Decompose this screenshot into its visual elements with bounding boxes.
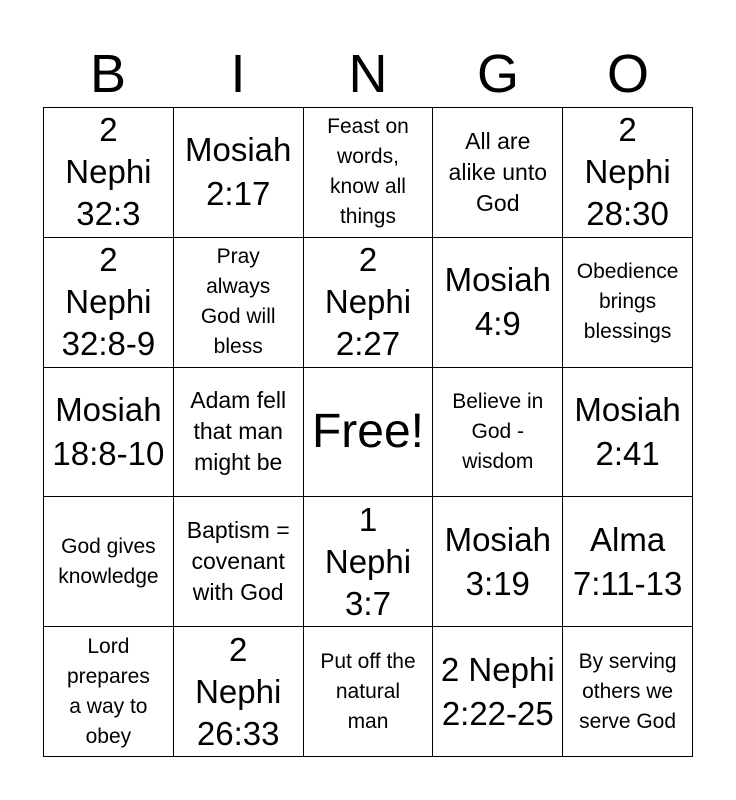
header-letter-o: O xyxy=(606,44,649,104)
bingo-cell-r2-c3[interactable] xyxy=(304,238,434,368)
cell-text: Feast on words, know all things xyxy=(327,115,409,229)
bingo-board xyxy=(43,107,693,757)
bingo-cell-r1-c4[interactable] xyxy=(433,108,563,238)
cell-text: Obedience brings blessings xyxy=(576,260,679,344)
cell-text: 1 Nephi 3:7 xyxy=(324,500,412,622)
cell-text: Believe in God - wisdom xyxy=(452,389,544,473)
cell-text: 2 Nephi 32:3 xyxy=(65,111,152,233)
bingo-cell-r3-c1[interactable] xyxy=(44,368,174,498)
cell-text: Mosiah 4:9 xyxy=(444,261,551,343)
bingo-cell-r4-c5[interactable] xyxy=(563,497,693,627)
header-letter-i: I xyxy=(230,44,246,104)
cell-text: Mosiah 2:41 xyxy=(574,390,681,472)
bingo-cell-r4-c3[interactable] xyxy=(304,497,434,627)
cell-text: Pray always God will bless xyxy=(200,245,276,359)
free-space-label: Free! xyxy=(311,404,424,458)
bingo-cell-r5-c4[interactable] xyxy=(433,627,563,757)
bingo-cell-r2-c1[interactable] xyxy=(44,238,174,368)
bingo-cell-r4-c1[interactable] xyxy=(44,497,174,627)
cell-text: Alma 7:11-13 xyxy=(572,520,683,602)
bingo-cell-r5-c3[interactable] xyxy=(304,627,434,757)
cell-text: All are alike unto God xyxy=(448,127,548,216)
bingo-cell-r3-c2[interactable] xyxy=(174,368,304,498)
cell-text: Put off the natural man xyxy=(320,649,416,733)
bingo-cell-r1-c5[interactable] xyxy=(563,108,693,238)
bingo-cell-r4-c2[interactable] xyxy=(174,497,304,627)
cell-text: 2 Nephi 26:33 xyxy=(195,630,282,752)
cell-text: God gives knowledge xyxy=(58,534,159,588)
cell-text: By serving others we serve God xyxy=(578,649,677,733)
bingo-cell-r5-c5[interactable] xyxy=(563,627,693,757)
header-letter-n: N xyxy=(348,44,388,104)
bingo-free-space[interactable] xyxy=(304,368,434,498)
cell-text: Lord prepares a way to obey xyxy=(66,634,150,748)
cell-text: 2 Nephi 28:30 xyxy=(584,111,671,233)
bingo-cell-r2-c2[interactable] xyxy=(174,238,304,368)
cell-text: 2 Nephi 2:22-25 xyxy=(440,650,555,732)
bingo-cell-r1-c2[interactable] xyxy=(174,108,304,238)
bingo-cell-r1-c3[interactable] xyxy=(304,108,434,238)
cell-text: 2 Nephi 2:27 xyxy=(324,241,412,363)
bingo-cell-r2-c5[interactable] xyxy=(563,238,693,368)
bingo-cell-r2-c4[interactable] xyxy=(433,238,563,368)
cell-text: Adam fell that man might be xyxy=(190,387,287,476)
bingo-cell-r5-c1[interactable] xyxy=(44,627,174,757)
cell-text: Baptism = covenant with God xyxy=(186,517,290,606)
bingo-cell-r4-c4[interactable] xyxy=(433,497,563,627)
bingo-cell-r3-c4[interactable] xyxy=(433,368,563,498)
cell-text: Mosiah 2:17 xyxy=(185,131,292,213)
header-letter-g: G xyxy=(476,44,519,104)
bingo-cell-r5-c2[interactable] xyxy=(174,627,304,757)
cell-text: Mosiah 18:8-10 xyxy=(52,390,165,472)
cell-text: 2 Nephi 32:8-9 xyxy=(61,241,156,363)
bingo-cell-r1-c1[interactable] xyxy=(44,108,174,238)
bingo-cell-r3-c5[interactable] xyxy=(563,368,693,498)
bingo-header xyxy=(43,40,693,108)
header-letter-b: B xyxy=(89,44,127,104)
cell-text: Mosiah 3:19 xyxy=(444,520,551,602)
